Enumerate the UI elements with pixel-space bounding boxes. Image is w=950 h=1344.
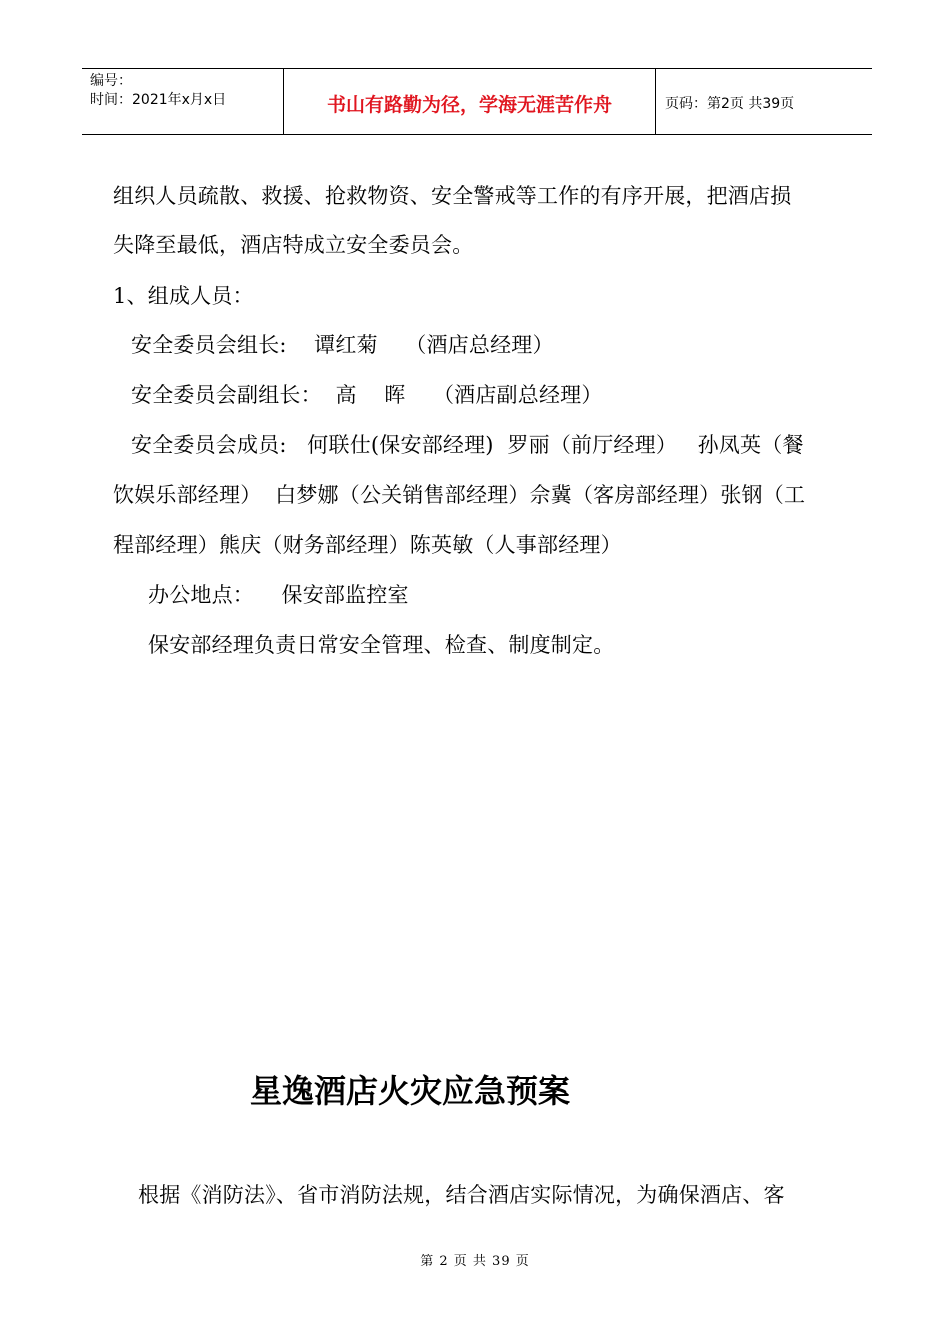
intro-line: 根据《消防法》、省市消防法规，结合酒店实际情况，为确保酒店、客 bbox=[138, 1183, 785, 1207]
body-line-8: 程部经理）熊庆（财务部经理）陈英敏（人事部经理） bbox=[113, 533, 622, 557]
body-line-2: 失降至最低，酒店特成立安全委员会。 bbox=[113, 233, 474, 257]
body-line-9: 办公地点： 保安部监控室 bbox=[148, 583, 409, 607]
date-label: 时间：2021年x月x日 bbox=[90, 92, 227, 108]
body-line-3: 1、组成人员： bbox=[113, 284, 254, 308]
body-line-7: 饮娱乐部经理） 白梦娜（公关销售部经理）佘冀（客房部经理）张钢（工 bbox=[113, 483, 806, 507]
section-title: 星逸酒店火灾应急预案 bbox=[250, 1072, 571, 1110]
header-meta bbox=[82, 69, 284, 134]
header-motto: 书山有路勤为径，学海无涯苦作舟 bbox=[284, 69, 656, 134]
serial-label: 编号： bbox=[90, 73, 132, 89]
body-line-10: 保安部经理负责日常安全管理、检查、制度制定。 bbox=[148, 633, 615, 657]
header-page-info: 页码：第2页 共39页 bbox=[665, 96, 795, 112]
body-line-5: 安全委员会副组长： 高 晖 （酒店副总经理） bbox=[131, 383, 603, 407]
body-line-6: 安全委员会成员: 何联仕(保安部经理) 罗丽（前厅经理） 孙凤英（餐 bbox=[131, 433, 804, 457]
footer-page-number: 第 2 页 共 39 页 bbox=[420, 1254, 530, 1269]
body-line-4: 安全委员会组长: 谭红菊 （酒店总经理） bbox=[131, 333, 554, 357]
body-line-1: 组织人员疏散、救援、抢救物资、安全警戒等工作的有序开展，把酒店损 bbox=[113, 184, 792, 208]
header-table bbox=[82, 68, 872, 135]
